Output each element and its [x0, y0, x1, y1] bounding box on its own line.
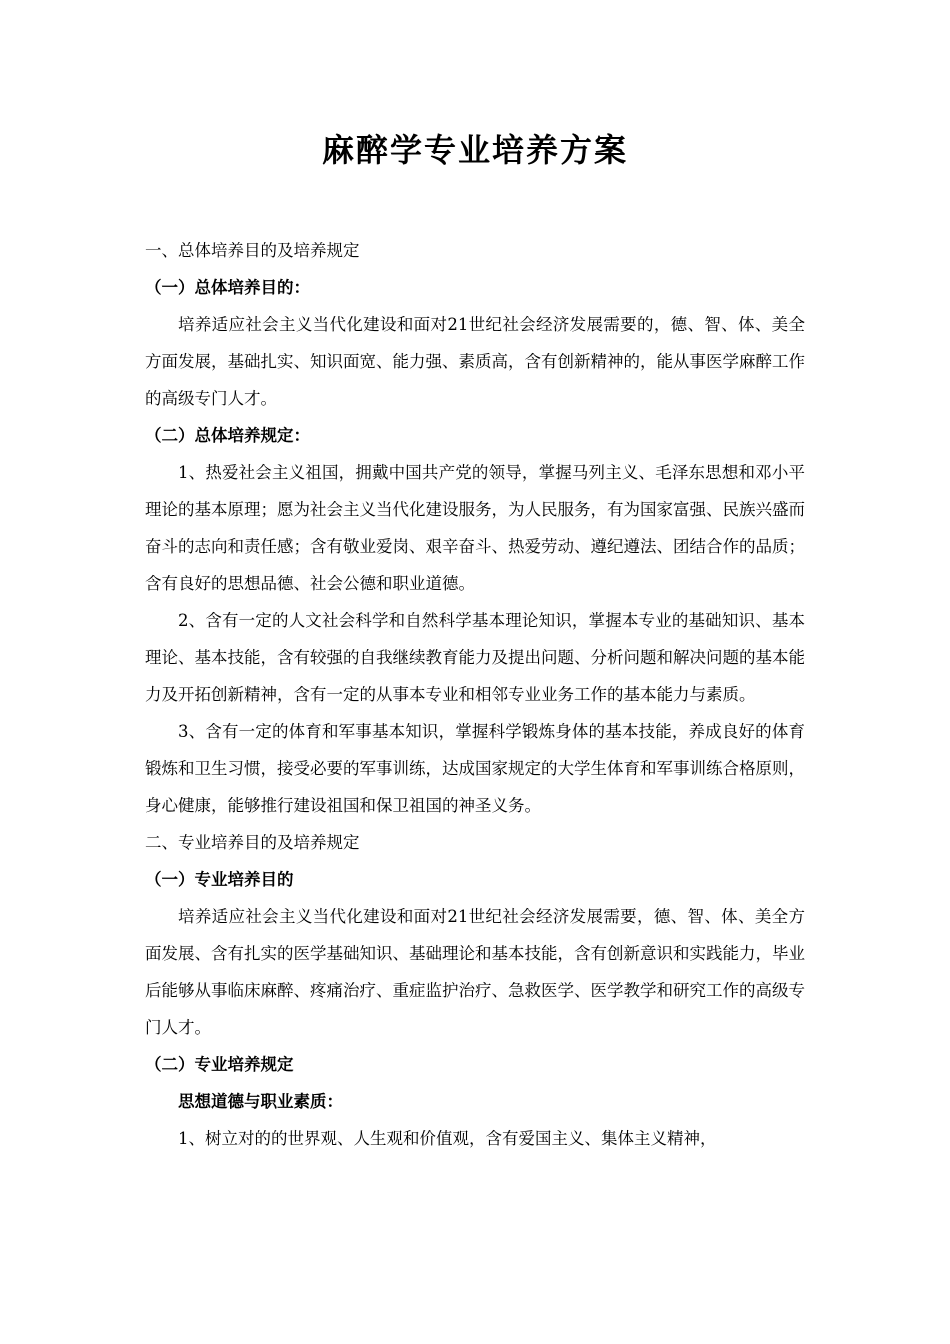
section1-sub2-item-1: 1、热爱社会主义祖国，拥戴中国共产党的领导，掌握马列主义、毛泽东思想和邓小平理论的基本原理；愿为社会主义当代化建设服务，为人民服务，有为国家富强、民族兴盛而奋斗的志向和责任感；含有敬业爱岗、艰辛奋斗、热爱劳动、遵纪遵法、团结合作的品质；含有良好的思想品德、社会公德和职业道德。 — [145, 463, 805, 593]
section2-sub1-paragraph: 培养适应社会主义当代化建设和面对21世纪社会经济发展需要，德、智、体、美全方面发展、含有扎实的医学基础知识、基础理论和基本技能，含有创新意识和实践能力，毕业后能够从事临床麻醉、疼痛治疗、重症监护治疗、急救医学、医学教学和研究工作的高级专门人才。 — [145, 907, 805, 1037]
section1-heading: 一、总体培养目的及培养规定 — [145, 241, 360, 260]
section1-sub1-paragraph: 培养适应社会主义当代化建设和面对21世纪社会经济发展需要的，德、智、体、美全方面发展，基础扎实、知识面宽、能力强、素质高，含有创新精神的，能从事医学麻醉工作的高级专门人才。 — [145, 315, 805, 408]
section2-heading: 二、专业培养目的及培养规定 — [145, 833, 360, 852]
section2-sub1-heading: （一）专业培养目的 — [145, 870, 294, 889]
document-title: 麻醉学专业培养方案 — [321, 131, 628, 169]
section1-sub2-item-2: 2、含有一定的人文社会科学和自然科学基本理论知识，掌握本专业的基础知识、基本理论、基本技能，含有较强的自我继续教育能力及提出问题、分析问题和解决问题的基本能力及开拓创新精神，含有一定的从事本专业和相邻专业业务工作的基本能力与素质。 — [145, 611, 805, 704]
document-body — [145, 232, 805, 1157]
section2-sub2-first-item: 1、树立对的的世界观、人生观和价值观，含有爱国主义、集体主义精神， — [178, 1129, 717, 1148]
section1-sub1-heading: （一）总体培养目的： — [145, 278, 310, 297]
section2-sub2-subheading: 思想道德与职业素质： — [178, 1092, 343, 1111]
section1-sub2-heading: （二）总体培养规定： — [145, 426, 310, 445]
section2-sub2-heading: （二）专业培养规定 — [145, 1055, 294, 1074]
section1-sub2-item-3: 3、含有一定的体育和军事基本知识，掌握科学锻炼身体的基本技能，养成良好的体育锻炼和卫生习惯，接受必要的军事训练，达成国家规定的大学生体育和军事训练合格原则，身心健康，能够推行建设祖国和保卫祖国的神圣义务。 — [145, 722, 805, 815]
